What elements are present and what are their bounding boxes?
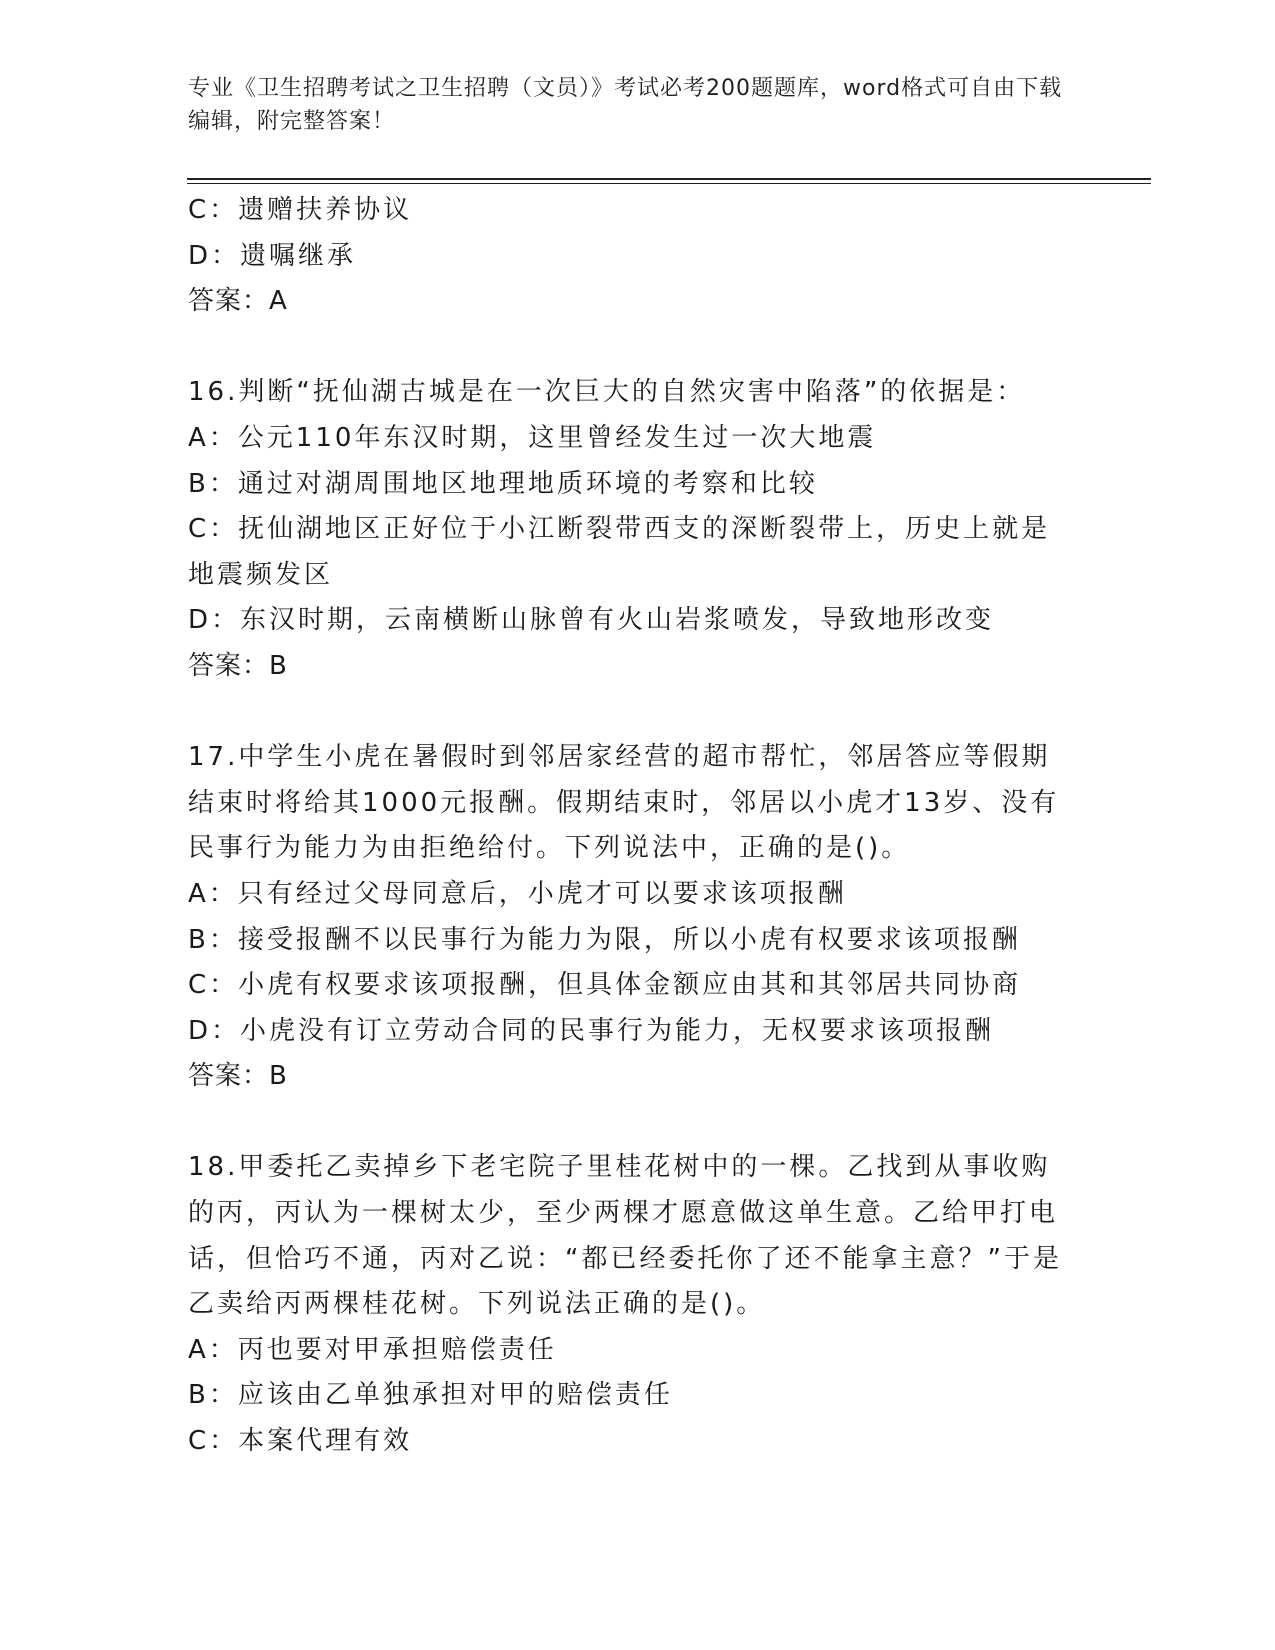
option-d: D：小虎没有订立劳动合同的民事行为能力，无权要求该项报酬 (188, 1015, 995, 1046)
answer-line: 答案：B (188, 1061, 288, 1092)
option-c: C：小虎有权要求该项报酬，但具体金额应由其和其邻居共同协商 (188, 970, 1022, 1001)
spacer (188, 1100, 1078, 1146)
option-b: B：通过对湖周围地区地理地质环境的考察和比较 (188, 468, 818, 499)
answer-line: 答案：A (188, 286, 288, 317)
option-b: B：接受报酬不以民事行为能力为限，所以小虎有权要求该项报酬 (188, 924, 1021, 955)
question-stem: 18.甲委托乙卖掉乡下老宅院子里桂花树中的一棵。乙找到从事收购的丙，丙认为一棵树太少，至少两棵才愿意做这单生意。乙给甲打电话，但恰巧不通，丙对乙说：“都已经委托你了还不能拿主意？”于是乙卖给丙两棵桂花树。下列说法正确的是()。 (188, 1152, 1062, 1320)
document-body (188, 188, 1078, 1465)
option-a: A：丙也要对甲承担赔偿责任 (188, 1334, 557, 1365)
option-d: D：东汉时期，云南横断山脉曾有火山岩浆喷发，导致地形改变 (188, 605, 995, 636)
option-c: C：遗赠扶养协议 (188, 195, 413, 225)
question-stem: 16.判断“抚仙湖古城是在一次巨大的自然灾害中陷落”的依据是： (188, 377, 1026, 408)
option-a: A：只有经过父母同意后，小虎才可以要求该项报酬 (188, 878, 847, 909)
option-d: D：遗嘱继承 (188, 240, 357, 271)
option-a: A：公元110年东汉时期，这里曾经发生过一次大地震 (188, 422, 877, 453)
option-b: B：应该由乙单独承担对甲的赔偿责任 (188, 1380, 673, 1411)
answer-line: 答案：B (188, 650, 288, 681)
option-c: C：抚仙湖地区正好位于小江断裂带西支的深断裂带上，历史上就是地震频发区 (188, 514, 1051, 590)
option-c: C：本案代理有效 (188, 1426, 413, 1457)
header-rule-thick (187, 178, 1151, 180)
document-header: 专业《卫生招聘考试之卫生招聘（文员）》考试必考200题题库，word格式可自由下载编辑，附完整答案！ (188, 76, 1063, 134)
spacer (188, 690, 1078, 736)
spacer (188, 325, 1078, 371)
question-stem: 17.中学生小虎在暑假时到邻居家经营的超市帮忙，邻居答应等假期结束时将给其1000元报酬。假期结束时，邻居以小虎才13岁、没有民事行为能力为由拒绝给付。下列说法中，正确的是()。 (188, 742, 1060, 864)
header-rule-thin (187, 183, 1151, 184)
